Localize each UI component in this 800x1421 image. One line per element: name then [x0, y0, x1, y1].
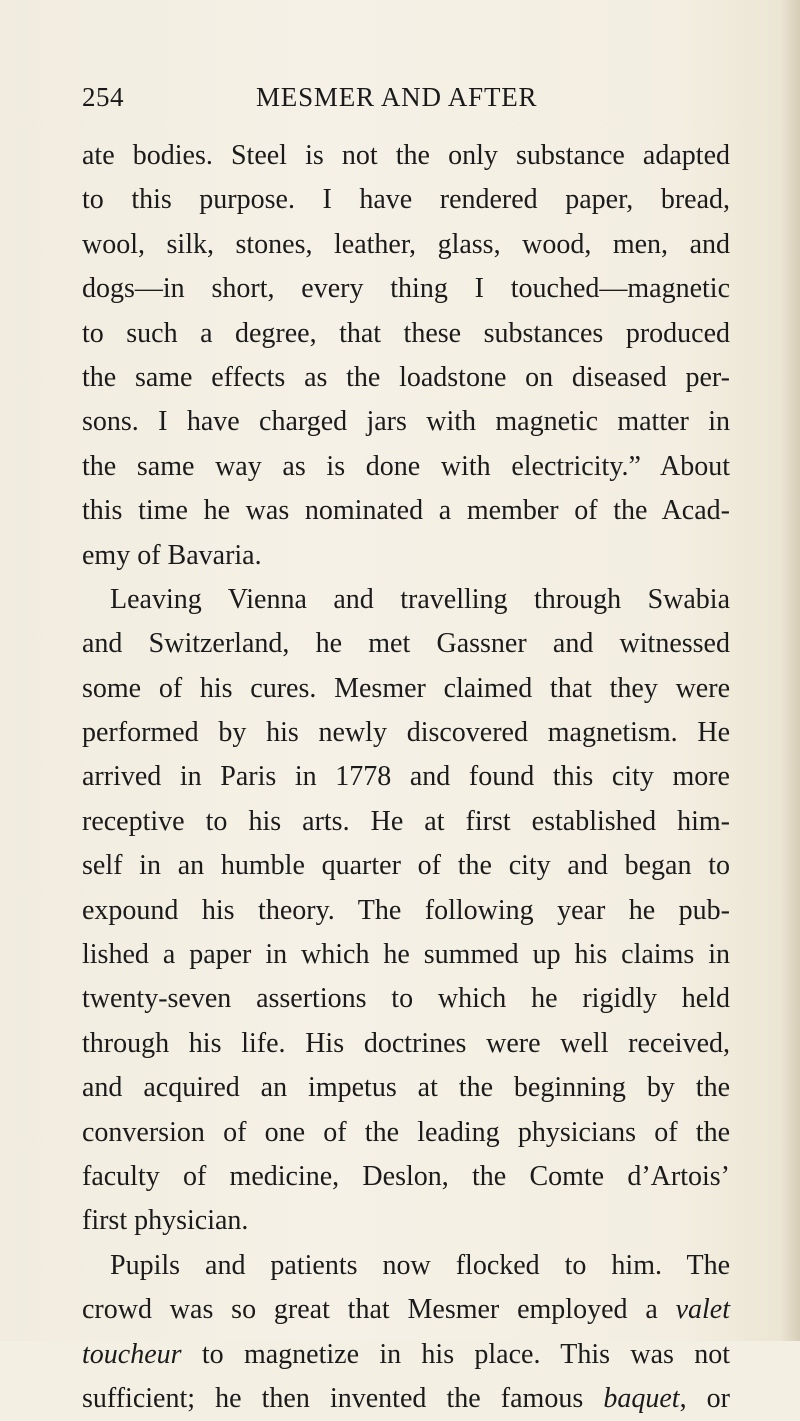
text-line: this time he was nominated a member of the Acad-	[82, 495, 730, 527]
page-number: 254	[82, 82, 124, 112]
text-segment: sufficient; he then invented the famous	[82, 1382, 584, 1414]
text-line: self in an humble quarter of the city and began to	[82, 850, 730, 882]
text-line: to such a degree, that these substances produced	[82, 317, 730, 349]
text-line: and acquired an impetus at the beginning by the	[82, 1072, 730, 1104]
text-line: expound his theory. The following year he pub-	[82, 894, 730, 926]
paragraph-start-line: Leaving Vienna and travelling through Swabia	[110, 583, 730, 615]
text-line: sons. I have charged jars with magnetic matter in	[82, 406, 730, 438]
text-line: the same effects as the loadstone on diseased per-	[82, 361, 730, 393]
text-line: performed by his newly discovered magnetism. He	[82, 717, 730, 749]
text-segment: crowd was so great that Mesmer employed a	[82, 1294, 658, 1326]
text-line	[82, 1333, 730, 1377]
text-segment: , or	[679, 1382, 730, 1414]
text-line	[82, 1377, 730, 1421]
text-line: through his life. His doctrines were well received,	[82, 1027, 730, 1059]
italic-term-valet: valet	[675, 1294, 730, 1326]
text-segment: to magnetize in his place. This was not	[201, 1338, 731, 1370]
italic-term-baquet: baquet	[603, 1382, 680, 1414]
italic-term-toucheur: toucheur	[82, 1338, 182, 1370]
running-header	[82, 82, 730, 122]
text-line: twenty-seven assertions to which he rigidly held	[82, 983, 730, 1015]
paragraph-start-line: Pupils and patients now flocked to him. The	[110, 1249, 730, 1281]
text-line: conversion of one of the leading physicians of the	[82, 1116, 730, 1148]
page-edge-shadow	[780, 0, 800, 1341]
text-line: some of his cures. Mesmer claimed that they were	[82, 672, 730, 704]
text-line: lished a paper in which he summed up his claims in	[82, 939, 730, 971]
text-line: and Switzerland, he met Gassner and witnessed	[82, 628, 730, 660]
text-line: receptive to his arts. He at first established him-	[82, 805, 730, 837]
body-text	[82, 134, 730, 1421]
text-line: arrived in Paris in 1778 and found this city more	[82, 761, 730, 793]
text-line: to this purpose. I have rendered paper, bread,	[82, 184, 730, 216]
text-line: first physician.	[82, 1205, 249, 1237]
text-line: wool, silk, stones, leather, glass, wood, men, and	[82, 228, 730, 260]
running-title: MESMER AND AFTER	[256, 82, 538, 112]
text-line	[82, 1288, 730, 1332]
text-line: emy of Bavaria.	[82, 539, 262, 571]
text-line: dogs—in short, every thing I touched—magnetic	[82, 273, 730, 305]
text-line: ate bodies. Steel is not the only substance adapted	[82, 140, 730, 171]
text-line: faculty of medicine, Deslon, the Comte d’Artois’	[82, 1160, 730, 1192]
text-line: the same way as is done with electricity.” About	[82, 450, 730, 482]
